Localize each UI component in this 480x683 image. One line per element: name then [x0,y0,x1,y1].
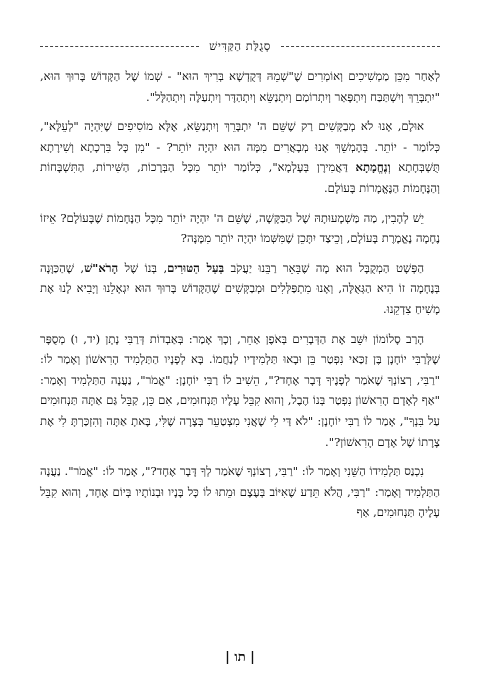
paragraph-4 [40,258,440,320]
page-number: | תו | [225,650,255,665]
text-run: אוּלָם, אָנוּ לֹא מְבַקְּשִׁים רַק שֶׁשֵּׁם ה' יִתְבָּרֵךְ וְיִתְנַשֵּׂא, אֶלָּא מוֹסִיפִים שֶׁיִּהְיֶה "לְעֵלָּא", כְּלוֹמַר - יוֹתֵר. בְּהֶמְשֵׁךְ אָנוּ מְבָאֲרִים מִמָּה הוּא יִהְיֶה יוֹתֵר? - "מִן כָּל בִּרְכָתָא וְשִׁירָתָא תֻּשְׁבְּחָתָא [40,119,440,175]
text-run: , בְּנוֹ שֶׁל [118,260,168,275]
bold-text-run: וְנֶחֱמָתָא [355,160,391,175]
paragraph-3 [40,208,440,249]
text-run: הָרַב סָלוֹמוֹן יִשֵּׁב אֶת הַדְּבָרִים בְּאֹפֶן אַחֵר, וְכָךְ אָמַר: בְּאַבְדוֹת דְּרַבִּי נָתָן (יד, ו) מְסֻפָּר שֶׁלְּרַבִּי יוֹחָנָן בֶּן זַכַּאי נִפְטַר בֵּן וּבָאוּ תַּלְמִידָיו לְנַחֲמוֹ. בָּא לְפָנָיו הַתַּלְמִיד הָרִאשׁוֹן וְאָמַר לוֹ: "רַבִּי, רְצוֹנְךָ שֶׁאֹמַר לְפָנֶיךָ דָּבָר אֶחָד?", הֵשִׁיב לוֹ רַבִּי יוֹחָנָן: "אֱמֹר", נַעֲנָה הַתַּלְמִיד וְאָמַר: "אַף לְאָדָם הָרִאשׁוֹן נִפְטַר בְּנוֹ הֶבֶל, וְהוּא קִבֵּל עָלָיו תַּנְחוּמִים, אִם כֵּן, קַבֵּל גַּם אַתָּה תַּנְחוּמִים עַל בִּנְךָ", אָמַר לוֹ רַבִּי יוֹחָנָן: "לֹא דַּי לִי שֶׁאֲנִי מִצְטַעֵר בְּצָרָה שֶׁלִּי, בָּאתָ אַתָּה וְהִזְכַּרְתָּ לִי אֶת צָרָתוֹ שֶׁל אָדָם הָרִאשׁוֹן?". [40,331,440,449]
text-run: נִכְנַס תַּלְמִידוֹ הַשֵּׁנִי וְאָמַר לוֹ: "רַבִּי, רְצוֹנְךָ שֶׁאֹמַר לְךָ דָּבָר אֶחָד?", אָמַר לוֹ: "אֱמֹר". נַעֲנָה הַתַּלְמִיד וְאָמַר: "רַבִּי, הֲלֹא תֵּדַע שֶׁאִיּוֹב בְּעֶצֶם וּמֵתוּ לוֹ כָּל בָּנָיו וּבְנוֹתָיו בְּיוֹם אֶחָד, וְהוּא קִבֵּל עָלֶיהָ תַּנְחוּמִים, אַף [40,464,440,520]
text-run: יֵשׁ לְהָבִין, מַה מַּשְׁמָעוּתָהּ שֶׁל הַבַּקָּשָׁה, שֶׁשֵּׁם ה' יִהְיֶה יוֹתֵר מִכָּל הַנֶּחָמוֹת שֶׁבָּעוֹלָם? אֵיזוֹ נֶחָמָה נֶאֱמֶרֶת בָּעוֹלָם, וְכֵיצַד יִתָּכֵן שֶׁמִּשְּׁמוֹ יִהְיֶה יוֹתֵר מִמֶּנָּה? [40,210,440,246]
bold-text-run: הָרֹא"שׁ [84,260,119,275]
text-run: , שֶׁהַכַּוָּנָה בְּנֶחָמָה זוֹ הִיא הַגְּאֻלָּה, וְאָנוּ מִתְפַּלְּלִים וּמְבַקְּשִׁים שֶׁהַקָּדוֹשׁ בָּרוּךְ הוּא יִגְאָלֵנוּ וְיָבִיא לָנוּ אֶת מָשִׁיחַ צִדְקֵנוּ. [40,260,440,316]
header-rule-right [281,46,440,47]
paragraph-2 [40,116,440,198]
body-text [40,66,440,532]
text-run: דַּאֲמִירָן בְּעָלְמָא", כְּלוֹמַר יוֹתֵר מִכָּל הַבְּרָכוֹת, הַשִּׁירוֹת, הַתִּשְׁבָּחוֹת וְהַנֶּחָמוֹת הַנֶּאֱמָרוֹת בָּעוֹלָם. [40,160,440,195]
text-run: הַפְּשָׁט הַמְקֻבָּל הוּא מָה שֶׁבֵּאֵר רַבֵּנוּ יַעֲקֹב [224,260,424,275]
paragraph-6 [40,461,440,523]
text-run: לְאַחַר מִכֵּן מַמְשִׁיכִים וְאוֹמְרִים שֶׁ"שְׁמֵהּ דְּקֻדְשָׁא בְּרִיךְ הוּא" - שְׁמוֹ שֶׁל הַקָּדוֹשׁ בָּרוּךְ הוּא, "יִתְבָּרֵךְ וְיִשְׁתַּבַּח וְיִתְפָּאַר וְיִתְרוֹמַם וְיִתְנַשֵּׂא וְיִתְהַדָּר וְיִתְעַלֶּה וְיִתְהַלָּל". [40,69,440,104]
header-rule-left [40,46,199,47]
paragraph-5 [40,329,440,453]
paragraph-1 [40,66,440,107]
running-header [40,38,440,54]
header-title: סְגֻלַּת הַקַּדִּישׁ [209,39,271,53]
bold-text-run: בַּעַל הַטּוּרִים [167,260,225,275]
